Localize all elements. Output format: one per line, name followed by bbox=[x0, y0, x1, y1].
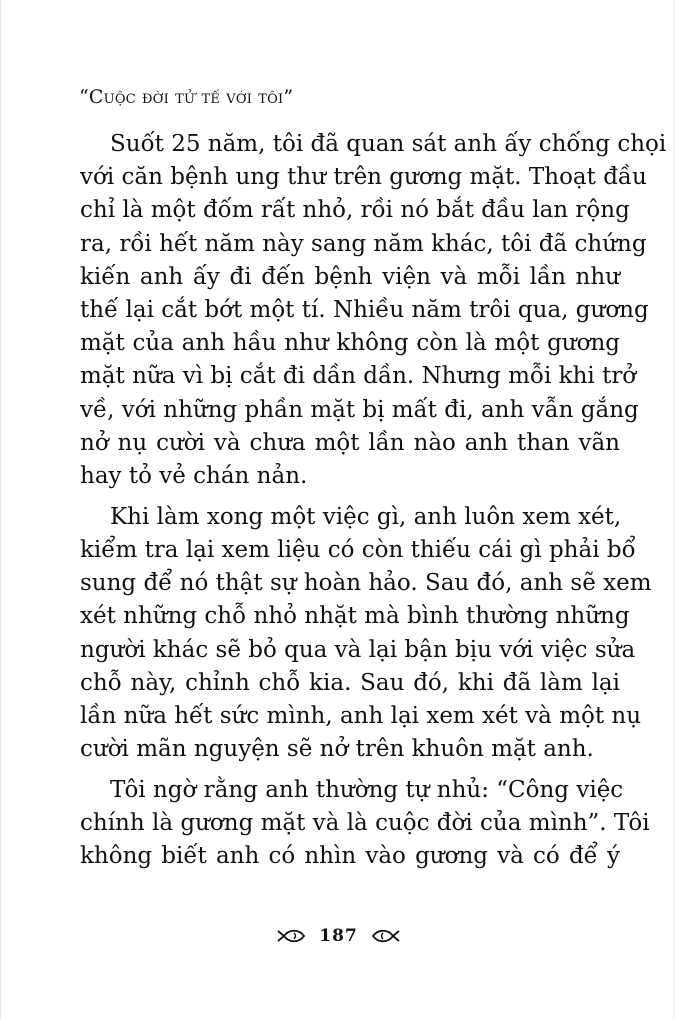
text-line: kiến anh ấy đi đến bệnh viện và mỗi lần như bbox=[80, 263, 620, 290]
text-line: kiểm tra lại xem liệu có còn thiếu cái gì phải bổ bbox=[80, 536, 636, 563]
text-line: chỉ là một đốm rất nhỏ, rồi nó bắt đầu lan rộng bbox=[80, 197, 630, 224]
text-line: Khi làm xong một việc gì, anh luôn xem xét, bbox=[110, 503, 622, 530]
text-line: chính là gương mặt và là cuộc đời của mình”. Tôi bbox=[80, 810, 650, 837]
fish-ornament-right-icon bbox=[371, 928, 401, 944]
paragraph-2 bbox=[80, 501, 652, 767]
text-line: sung để nó thật sự hoàn hảo. Sau đó, anh sẽ xem bbox=[80, 570, 652, 597]
body-text bbox=[80, 128, 667, 881]
running-head-title: Cuộc đời tử tế với tôi bbox=[88, 86, 284, 108]
text-line: về, với những phần mặt bị mất đi, anh vẫn gắng bbox=[80, 396, 639, 423]
running-head-quote-open: “ bbox=[79, 86, 89, 108]
text-line: Suốt 25 năm, tôi đã quan sát anh ấy chống chọi bbox=[110, 131, 667, 157]
text-line: lần nữa hết sức mình, anh lại xem xét và một nụ bbox=[80, 702, 642, 729]
page-footer bbox=[1, 925, 675, 946]
text-line: cười mãn nguyện sẽ nở trên khuôn mặt anh. bbox=[80, 736, 594, 763]
text-line: xét những chỗ nhỏ nhặt mà bình thường những bbox=[80, 603, 630, 630]
text-line: nở nụ cười và chưa một lần nào anh than vãn bbox=[80, 429, 620, 456]
text-line: mặt nữa vì bị cắt đi dần dần. Nhưng mỗi khi trở bbox=[80, 363, 637, 390]
text-line: không biết anh có nhìn vào gương và có để ý bbox=[80, 843, 620, 870]
text-line: người khác sẽ bỏ qua và lại bận bịu với việc sửa bbox=[80, 636, 636, 663]
text-line: chỗ này, chỉnh chỗ kia. Sau đó, khi đã làm lại bbox=[80, 669, 620, 696]
text-line: với căn bệnh ung thư trên gương mặt. Thoạt đầu bbox=[80, 164, 647, 191]
running-head-quote-close: ” bbox=[283, 86, 294, 108]
text-line: mặt của anh hầu như không còn là một gương bbox=[80, 330, 620, 357]
page-number: 187 bbox=[319, 925, 358, 946]
paragraph-3 bbox=[80, 774, 650, 874]
text-line: Tôi ngờ rằng anh thường tự nhủ: “Công việc bbox=[110, 776, 624, 803]
text-line: ra, rồi hết năm này sang năm khác, tôi đã chứng bbox=[80, 230, 647, 257]
running-head bbox=[79, 86, 293, 108]
text-line: thế lại cắt bớt một tí. Nhiều năm trôi qua, gương bbox=[80, 297, 649, 324]
paragraph-1 bbox=[80, 128, 667, 493]
text-line: hay tỏ vẻ chán nản. bbox=[80, 463, 308, 490]
fish-ornament-left-icon bbox=[276, 928, 306, 944]
